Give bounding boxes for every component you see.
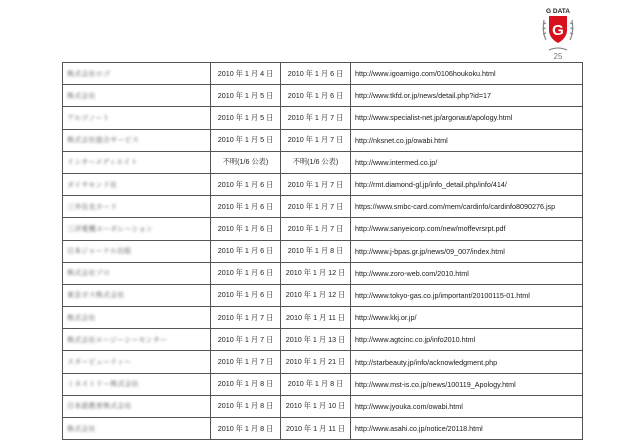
table-row (63, 240, 583, 262)
company-name-cell (63, 373, 211, 395)
date-text: 2010 年 1 月 7 日 (287, 112, 344, 122)
url-cell (351, 240, 583, 262)
date-text: 2010 年 1 月 7 日 (287, 223, 344, 233)
company-name-text: ダイヤモンド社 (67, 181, 118, 189)
url-text: http://www.sanyeicorp.com/new/moffevrsrpt.pdf (355, 224, 506, 234)
table-row (63, 151, 583, 173)
table-row (63, 262, 583, 284)
start-date-cell (211, 418, 281, 440)
incident-table (62, 62, 583, 440)
url-text: http://www.agtcinc.co.jp/info2010.html (355, 335, 476, 345)
date-text: 2010 年 1 月 6 日 (287, 90, 344, 100)
company-name-cell (63, 196, 211, 218)
logo-badge-text: 25 (553, 52, 563, 61)
company-name-cell (63, 63, 211, 85)
url-cell (351, 373, 583, 395)
date-text: 2010 年 1 月 5 日 (217, 135, 274, 145)
table-row (63, 329, 583, 351)
start-date-cell (211, 107, 281, 129)
table-row (63, 395, 583, 417)
company-name-cell (63, 329, 211, 351)
company-name-cell (63, 418, 211, 440)
logo-brand-text: G DATA (546, 8, 570, 15)
start-date-cell (211, 284, 281, 306)
date-text: 2010 年 1 月 6 日 (217, 246, 274, 256)
company-name-text: 株式会社ゾロ (67, 270, 111, 278)
url-cell (351, 196, 583, 218)
url-cell (351, 418, 583, 440)
url-text: http://nksnet.co.jp/owabi.html (355, 135, 448, 145)
url-text: http://www.specialist-net.jp/argonaut/apology.html (355, 113, 513, 123)
end-date-cell (281, 173, 351, 195)
end-date-cell (281, 151, 351, 173)
company-name-cell (63, 262, 211, 284)
end-date-cell (281, 218, 351, 240)
date-text: 2010 年 1 月 7 日 (217, 357, 274, 367)
start-date-cell (211, 129, 281, 151)
company-name-cell (63, 395, 211, 417)
company-name-cell (63, 284, 211, 306)
date-text: 2010 年 1 月 6 日 (217, 290, 274, 300)
start-date-cell (211, 395, 281, 417)
company-name-cell (63, 129, 211, 151)
url-text: http://www.jyouka.com/owabi.html (355, 401, 463, 411)
end-date-cell (281, 107, 351, 129)
date-text: 不明(1/6 公表) (222, 157, 269, 167)
date-text: 2010 年 1 月 10 日 (285, 401, 346, 411)
end-date-cell (281, 351, 351, 373)
url-text: http://www.intermed.co.jp/ (355, 157, 438, 167)
date-text: 2010 年 1 月 11 日 (286, 312, 345, 322)
date-text: 2010 年 1 月 7 日 (217, 312, 274, 322)
url-cell (351, 395, 583, 417)
svg-text:G: G (552, 22, 564, 39)
table-row (63, 418, 583, 440)
date-text: 2010 年 1 月 21 日 (285, 357, 346, 367)
url-text: http://www.igoamigo.com/0106houkoku.html (355, 69, 496, 79)
company-name-text: スタービューティー (67, 359, 132, 367)
company-name-text: 三洋電機コーポレーション (67, 225, 154, 233)
date-text: 2010 年 1 月 12 日 (285, 290, 346, 300)
company-name-text: 株式会社総合サービス (67, 137, 139, 145)
company-name-text: 日本ジャーナル出版 (67, 248, 132, 256)
url-text: http://rmt.diamond-gl.jp/info_detail.php/info/414/ (355, 180, 507, 190)
table-row (63, 85, 583, 107)
company-name-text: 株式会社 (67, 425, 96, 433)
date-text: 2010 年 1 月 6 日 (217, 179, 274, 189)
table-row (63, 373, 583, 395)
table-row (63, 196, 583, 218)
date-text: 2010 年 1 月 11 日 (286, 423, 345, 433)
end-date-cell (281, 240, 351, 262)
table-row (63, 129, 583, 151)
table-row (63, 107, 583, 129)
table-row (63, 284, 583, 306)
url-cell (351, 218, 583, 240)
date-text: 2010 年 1 月 8 日 (217, 423, 274, 433)
table-row (63, 63, 583, 85)
end-date-cell (281, 63, 351, 85)
company-name-cell (63, 307, 211, 329)
url-cell (351, 85, 583, 107)
gdata-logo (538, 6, 578, 64)
url-cell (351, 107, 583, 129)
end-date-cell (281, 418, 351, 440)
url-text: http://starbeauty.jp/info/acknowledgment.php (355, 357, 498, 367)
url-cell (351, 351, 583, 373)
date-text: 2010 年 1 月 13 日 (285, 334, 346, 344)
url-text: http://www.tkfd.or.jp/news/detail.php?id=17 (355, 91, 492, 101)
end-date-cell (281, 395, 351, 417)
start-date-cell (211, 373, 281, 395)
company-name-cell (63, 107, 211, 129)
company-name-cell (63, 218, 211, 240)
url-text: http://www.mst-is.co.jp/news/100119_Apology.html (355, 379, 516, 389)
end-date-cell (281, 373, 351, 395)
start-date-cell (211, 240, 281, 262)
date-text: 2010 年 1 月 8 日 (287, 379, 344, 389)
date-text: 2010 年 1 月 7 日 (217, 334, 274, 344)
date-text: 2010 年 1 月 5 日 (217, 112, 274, 122)
end-date-cell (281, 85, 351, 107)
url-cell (351, 151, 583, 173)
start-date-cell (211, 262, 281, 284)
company-name-text: 株式会社 (67, 92, 96, 100)
start-date-cell (211, 329, 281, 351)
url-text: https://www.smbc-card.com/mem/cardinfo/cardinfo8090276.jsp (355, 202, 556, 212)
date-text: 不明(1/6 公表) (292, 157, 339, 167)
company-name-text: 三井住友カード (67, 203, 118, 211)
start-date-cell (211, 196, 281, 218)
date-text: 2010 年 1 月 7 日 (287, 135, 344, 145)
company-name-cell (63, 351, 211, 373)
date-text: 2010 年 1 月 7 日 (287, 201, 344, 211)
url-cell (351, 284, 583, 306)
company-name-text: 東京ガス株式会社 (67, 292, 125, 300)
table-row (63, 173, 583, 195)
shield-emblem-icon (538, 6, 578, 64)
url-cell (351, 63, 583, 85)
url-cell (351, 173, 583, 195)
url-text: http://www.zoro-web.com/2010.html (355, 268, 469, 278)
url-text: http://www.j-bpas.gr.jp/news/09_007/index.html (355, 246, 505, 256)
end-date-cell (281, 329, 351, 351)
date-text: 2010 年 1 月 6 日 (287, 68, 344, 78)
date-text: 2010 年 1 月 6 日 (217, 223, 274, 233)
end-date-cell (281, 284, 351, 306)
date-text: 2010 年 1 月 6 日 (217, 268, 274, 278)
start-date-cell (211, 173, 281, 195)
date-text: 2010 年 1 月 7 日 (287, 179, 344, 189)
date-text: 2010 年 1 月 8 日 (217, 401, 274, 411)
url-text: http://www.asahi.co.jp/notice/20118.html (355, 424, 483, 434)
date-text: 2010 年 1 月 8 日 (287, 246, 344, 256)
company-name-cell (63, 151, 211, 173)
date-text: 2010 年 1 月 12 日 (285, 268, 346, 278)
company-name-text: 株式会社ロゴ (67, 70, 111, 78)
end-date-cell (281, 196, 351, 218)
table-row (63, 218, 583, 240)
end-date-cell (281, 129, 351, 151)
start-date-cell (211, 63, 281, 85)
company-name-text: 株式会社 (67, 314, 96, 322)
table-row (63, 351, 583, 373)
url-text: http://www.tokyo-gas.co.jp/important/20100115-01.html (355, 290, 530, 300)
url-cell (351, 329, 583, 351)
company-name-cell (63, 173, 211, 195)
start-date-cell (211, 151, 281, 173)
start-date-cell (211, 307, 281, 329)
url-cell (351, 262, 583, 284)
start-date-cell (211, 351, 281, 373)
company-name-cell (63, 240, 211, 262)
url-cell (351, 307, 583, 329)
start-date-cell (211, 85, 281, 107)
company-name-text: ミネストリー株式会社 (67, 381, 139, 389)
table-row (63, 307, 583, 329)
date-text: 2010 年 1 月 4 日 (217, 68, 274, 78)
date-text: 2010 年 1 月 8 日 (217, 379, 274, 389)
company-name-text: 日本語教育株式会社 (67, 403, 132, 411)
company-name-text: 株式会社エージーシーセンター (67, 336, 168, 344)
start-date-cell (211, 218, 281, 240)
url-text: http://www.kkj.or.jp/ (355, 313, 417, 323)
company-name-text: アルゴノート (67, 114, 110, 122)
date-text: 2010 年 1 月 6 日 (217, 201, 274, 211)
url-cell (351, 129, 583, 151)
company-name-cell (63, 85, 211, 107)
date-text: 2010 年 1 月 5 日 (217, 90, 274, 100)
company-name-text: インターメディエイト (67, 159, 138, 167)
end-date-cell (281, 262, 351, 284)
end-date-cell (281, 307, 351, 329)
